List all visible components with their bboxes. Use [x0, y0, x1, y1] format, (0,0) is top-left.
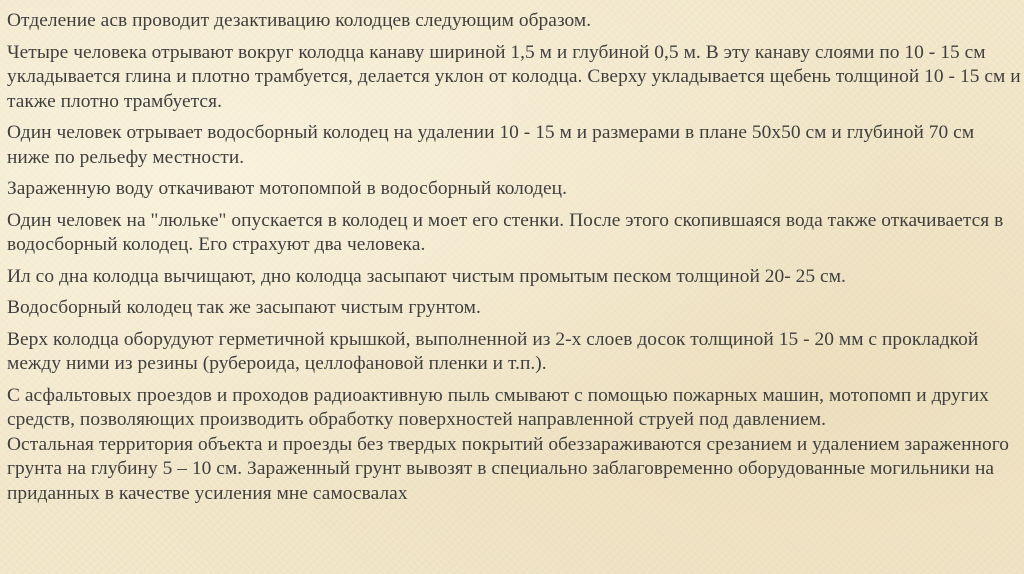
- paragraph-well-cover: Верх колодца оборудуют герметичной крышкой, выполненной из 2-х слоев досок толщиной 15 - 20 мм с прокладкой между ними из резины (рубероида, целлофановой пленки и т.п.).: [7, 328, 979, 374]
- paragraph-pump-water: Зараженную воду откачивают мотопомпой в водосборный колодец.: [7, 178, 567, 199]
- paragraph-collection-well: Один человек отрывает водосборный колодец на удалении 10 - 15 м и размерами в плане 50х50 см и глубиной 70 см ниже по рельефу местности.: [7, 122, 975, 168]
- paragraph-wash-roads: С асфальтовых проездов и проходов радиоактивную пыль смывают с помощью пожарных машин, мотопомп и других средств, позволяющих производить обработку поверхностей направленной струей под давлением.: [7, 384, 989, 430]
- paragraph-wash-walls: Один человек на "люльке" опускается в колодец и моет его стенки. После этого скопившаяся вода также откачивается в водосборный колодец. Его страхуют два человека.: [7, 209, 1004, 255]
- paragraph-trench: Четыре человека отрывают вокруг колодца канаву шириной 1,5 м и глубиной 0,5 м. В эту канаву слоями по 10 - 15 см укладывается глина и плотно трамбуется, делается уклон от колодца. Сверху укладывается щебень толщиной 10 - 15 см и также плотно трамбуется.: [7, 41, 1021, 112]
- paragraph-clean-bottom: Ил со дна колодца вычищают, дно колодца засыпают чистым промытым песком толщиной 20- 25 см.: [7, 265, 846, 287]
- paragraph-fill-well: Водосборный колодец так же засыпают чистым грунтом.: [7, 297, 481, 318]
- paragraph-intro: Отделение асв проводит дезактивацию колодцев следующим образом.: [7, 10, 592, 31]
- paragraph-remove-soil: Остальная территория объекта и проезды без твердых покрытий обеззараживаются срезанием и удалением зараженного грунта на глубину 5 – 10 см. Зараженный грунт вывозят в специально заблаговременно оборудованные могильники на приданных в качестве усиления мне самосвалах: [7, 433, 1010, 504]
- slide-text-body: [7, 9, 1021, 506]
